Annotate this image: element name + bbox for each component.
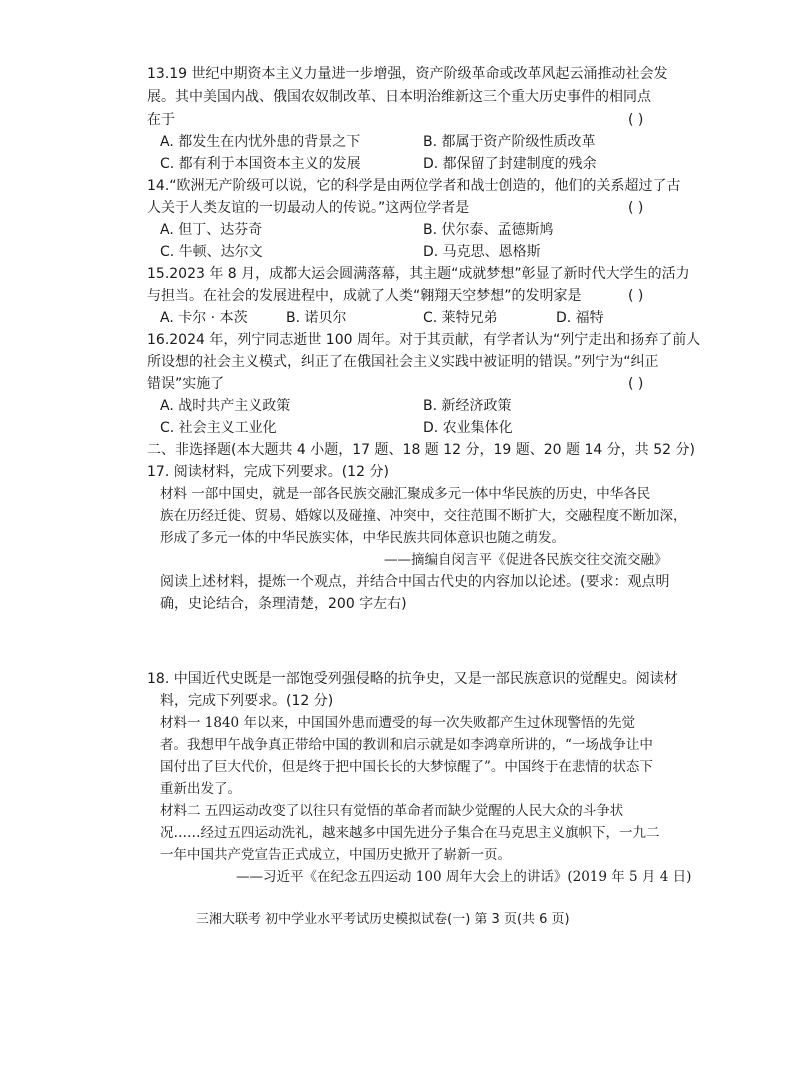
q18-material-1-line-1: 材料一 1840 年以来，中国国外患而遭受的每一次失败都产生过休现警悟的先觉 bbox=[160, 715, 635, 731]
q16-option-c: C. 社会主义工业化 bbox=[160, 420, 277, 436]
q16-option-b: B. 新经济政策 bbox=[423, 398, 512, 414]
q13-answer-paren: ( ) bbox=[628, 112, 644, 128]
q14-option-c: C. 牛顿、达尔文 bbox=[160, 244, 263, 260]
q13-line-3: 在于 bbox=[147, 112, 175, 128]
q18-line-2: 料，完成下列要求。(12 分) bbox=[160, 693, 334, 709]
q13-option-a: A. 都发生在内忧外患的背景之下 bbox=[160, 134, 361, 150]
q16-option-a: A. 战时共产主义政策 bbox=[160, 398, 291, 414]
q17-title: 17. 阅读材料，完成下列要求。(12 分) bbox=[147, 464, 389, 480]
q16-line-2: 所设想的社会主义模式，纠正了在俄国社会主义实践中被证明的错误。”列宁为“纠正 bbox=[147, 354, 659, 370]
q14-answer-paren: ( ) bbox=[628, 200, 644, 216]
q14-option-d: D. 马克思、恩格斯 bbox=[423, 244, 541, 260]
q17-material-line-2: 族在历经迁徙、贸易、婚嫁以及碰撞、冲突中，交往范围不断扩大，交融程度不断加深， bbox=[160, 508, 687, 524]
q13-line-2: 展。其中美国内战、俄国农奴制改革、日本明治维新这三个重大历史事件的相同点 bbox=[147, 89, 651, 105]
q18-line-1: 18. 中国近代史既是一部饱受列强侵略的抗争史，又是一部民族意识的觉醒史。阅读材 bbox=[147, 671, 678, 687]
q13-option-d: D. 都保留了封建制度的残余 bbox=[423, 156, 597, 172]
q15-option-c: C. 莱特兄弟 bbox=[423, 310, 498, 326]
page-footer: 三湘大联考 初中学业水平考试历史模拟试卷(一) 第 3 页(共 6 页) bbox=[196, 912, 570, 927]
q15-answer-paren: ( ) bbox=[628, 288, 644, 304]
q14-option-a: A. 但丁、达芬奇 bbox=[160, 222, 263, 238]
q18-material-1-line-4: 重新出发了。 bbox=[160, 781, 241, 797]
q16-answer-paren: ( ) bbox=[628, 376, 644, 392]
q16-line-1: 16.2024 年，列宁同志逝世 100 周年。对于其贡献，有学者认为“列宁走出和扬弃了前人 bbox=[147, 332, 701, 348]
q14-line-1: 14.“欧洲无产阶级可以说，它的科学是由两位学者和战士创造的，他们的关系超过了古 bbox=[147, 178, 681, 194]
q17-source: ——摘编自闵言平《促进各民族交往交流交融》 bbox=[384, 552, 668, 568]
q18-material-2-line-3: 一年中国共产党宣告正式成立，中国历史掀开了崭新一页。 bbox=[160, 847, 511, 863]
q15-option-d: D. 福特 bbox=[556, 310, 604, 326]
q15-option-a: A. 卡尔 · 本茨 bbox=[160, 310, 248, 326]
q17-requirement-line-1: 阅读上述材料，提炼一个观点，并结合中国古代史的内容加以论述。(要求：观点明 bbox=[160, 574, 670, 590]
q13-option-c: C. 都有利于本国资本主义的发展 bbox=[160, 156, 361, 172]
q15-line-2: 与担当。在社会的发展进程中，成就了人类“翱翔天空梦想”的发明家是 bbox=[147, 288, 582, 304]
q16-option-d: D. 农业集体化 bbox=[423, 420, 513, 436]
q15-option-b: B. 诺贝尔 bbox=[286, 310, 347, 326]
section-2-heading: 二、非选择题(本大题共 4 小题，17 题、18 题 12 分，19 题、20 题 14 分，共 52 分) bbox=[147, 442, 695, 458]
q13-line-1: 13.19 世纪中期资本主义力量进一步增强，资产阶级革命或改革风起云涌推动社会发 bbox=[147, 66, 668, 82]
q14-line-2: 人关于人类友谊的一切最动人的传说。”这两位学者是 bbox=[147, 200, 470, 216]
q18-material-2-line-1: 材料二 五四运动改变了以往只有觉悟的革命者而缺少觉醒的人民大众的斗争状 bbox=[160, 803, 624, 819]
q18-material-1-line-2: 者。我想甲午战争真正带给中国的教训和启示就是如李鸿章所讲的，“一场战争让中 bbox=[160, 737, 653, 753]
q18-source: ——习近平《在纪念五四运动 100 周年大会上的讲话》(2019 年 5 月 4 日) bbox=[236, 869, 692, 885]
q18-material-2-line-2: 况……经过五四运动洗礼，越来越多中国先进分子集合在马克思主义旗帜下，一九二 bbox=[160, 825, 660, 841]
q15-line-1: 15.2023 年 8 月，成都大运会圆满落幕，其主题“成就梦想”彰显了新时代大学生的活力 bbox=[147, 266, 690, 282]
q18-material-1-line-3: 国付出了巨大代价，但是终于把中国长长的大梦惊醒了”。中国终于在悲情的状态下 bbox=[160, 759, 653, 775]
q17-requirement-line-2: 确，史论结合，条理清楚，200 字左右) bbox=[160, 596, 407, 612]
q17-material-line-3: 形成了多元一体的中华民族实体，中华民族共同体意识也随之萌发。 bbox=[160, 530, 565, 546]
q17-material-line-1: 材料 一部中国史，就是一部各民族交融汇聚成多元一体中华民族的历史，中华各民 bbox=[160, 486, 651, 502]
q14-option-b: B. 伏尔泰、孟德斯鸠 bbox=[423, 222, 554, 238]
q16-line-3: 错误”实施了 bbox=[147, 376, 225, 392]
q13-option-b: B. 都属于资产阶级性质改革 bbox=[423, 134, 596, 150]
